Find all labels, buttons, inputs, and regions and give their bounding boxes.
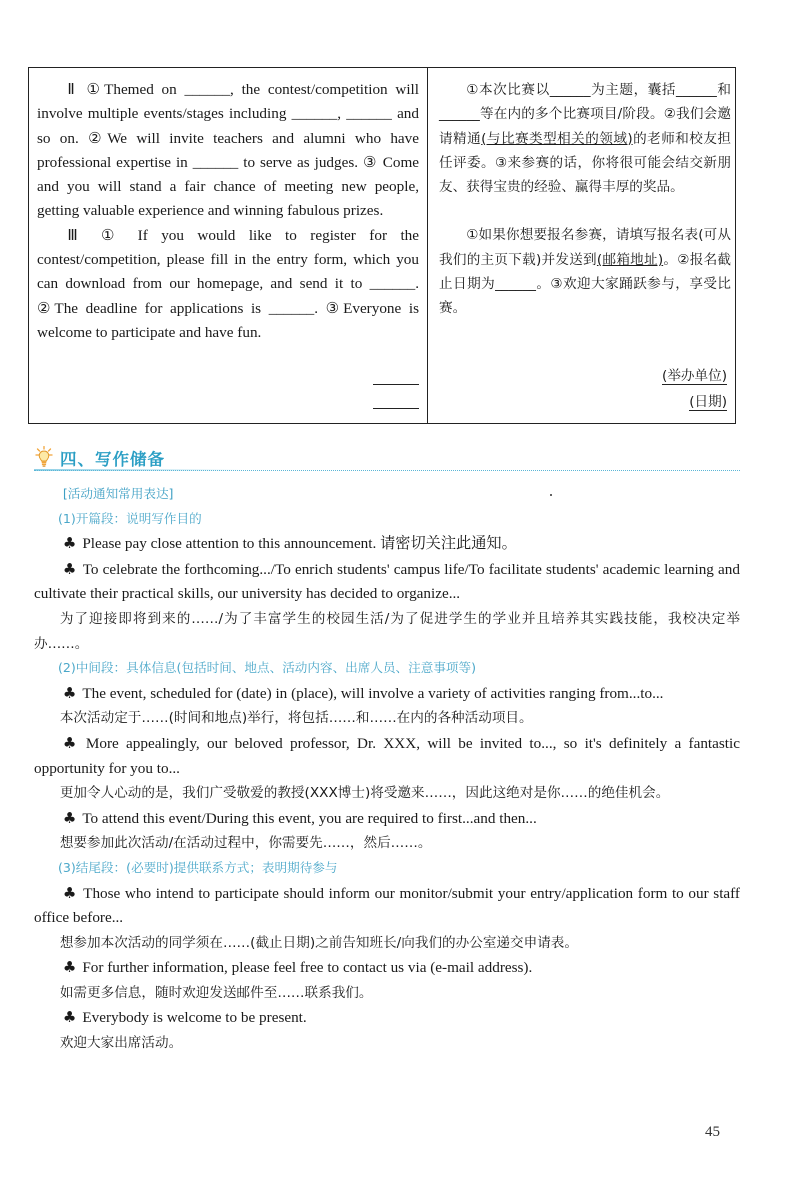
club-bullet-icon: ♣ [62, 733, 80, 752]
expression-6-en: Those who intend to participate should inform our monitor/submit your entry/application form to our staff office before... [34, 884, 740, 927]
expression-8 [34, 1005, 740, 1031]
expression-3-en: The event, scheduled for (date) in (place), will involve a variety of activities ranging from...to... [82, 684, 664, 702]
expression-3 [34, 681, 740, 707]
expression-7 [34, 955, 740, 981]
chinese-p2-text-b: 的老师和校友担任评委。③来参赛的话，你将很可能会结交新朋友、获得宝贵的经验、赢得丰厚的奖品。 [439, 130, 731, 196]
signature-line-date [373, 408, 419, 409]
section-header [34, 446, 740, 472]
club-bullet-icon: ♣ [62, 1008, 77, 1027]
page-number: 45 [705, 1124, 720, 1140]
chinese-p2-underlined: (与比赛类型相关的领域) [481, 130, 633, 147]
section-rule [34, 470, 740, 471]
subheading-middle: (2)中间段：具体信息(包括时间、地点、活动内容、出席人员、注意事项等) [57, 660, 477, 676]
chinese-p2-text-a: ①本次比赛以______为主题，囊括______和______等在内的多个比赛项目/阶段。②我们会邀请精通 [439, 82, 731, 147]
expression-1 [34, 531, 740, 557]
column-divider [427, 68, 428, 423]
chinese-p3-text-b: 。②报名截止日期为______。③欢迎大家踊跃参与，享受比赛。 [439, 251, 732, 317]
expression-5-zh: 想要参加此次活动/在活动过程中，你需要先……，然后……。 [59, 835, 432, 852]
category-text: [活动通知常用表达] [62, 486, 174, 501]
expression-4-en: More appealingly, our beloved professor, Dr. XXX, will be invited to..., so it's definitely a fantastic opportunity for you to... [34, 734, 740, 777]
category-label [34, 482, 740, 507]
expression-4 [34, 731, 740, 781]
club-bullet-icon: ♣ [62, 958, 77, 977]
expression-4-zh: 更加令人心动的是，我们广受敬爱的教授(XXX博士)将受邀来……，因此这绝对是你……的绝佳机会。 [59, 785, 670, 802]
expression-1-text: Please pay close attention to this announcement. 请密切关注此通知。 [82, 535, 517, 553]
expression-2 [34, 557, 740, 607]
expression-3-zh: 本次活动定于……(时间和地点)举行，将包括……和……在内的各种活动项目。 [59, 710, 533, 727]
club-bullet-icon: ♣ [62, 808, 77, 827]
english-column [37, 78, 419, 345]
expression-5 [34, 806, 740, 832]
subheading-closing: (3)结尾段：(必要时)提供联系方式；表明期待参与 [57, 859, 338, 875]
chinese-p3-text-a: ①如果你想要报名参赛，请填写报名表(可从我们的主页下载)并发送到 [439, 227, 731, 268]
expression-2-zh: 为了迎接即将到来的……/为了丰富学生的校园生活/为了促进学生的学业并且培养其实践技能，我校决定举办……。 [34, 610, 740, 652]
expression-7-en: For further information, please feel free to contact us via (e-mail address). [82, 959, 533, 977]
subheading-opening: (1)开篇段：说明写作目的 [57, 510, 202, 526]
english-paragraph-3: Ⅲ ① If you would like to register for the contest/competition, please fill in the entry form, which you can download from our homepage, and send it to ______. ②The deadline for applications is ______. ③Everyone is welcome to participate and have fun. [37, 226, 419, 341]
signature-line-organizer [373, 384, 419, 385]
expression-2-en: To celebrate the forthcoming.../To enrich students' campus life/To facilitate students' academic learning and cultivate their practical skills, our university has decided to organize... [34, 560, 740, 603]
date-label: (日期) [689, 394, 727, 410]
organizer-signature [527, 364, 727, 384]
club-bullet-icon: ♣ [62, 559, 77, 578]
club-bullet-icon: ♣ [62, 883, 78, 902]
expressions-list [34, 482, 740, 1056]
section-title: 四、写作储备 [60, 450, 165, 469]
club-bullet-icon: ♣ [62, 534, 77, 553]
template-box [28, 67, 736, 424]
club-bullet-icon: ♣ [62, 683, 77, 702]
chinese-column [439, 78, 731, 321]
expression-5-en: To attend this event/During this event, you are required to first...and then... [82, 809, 537, 827]
expression-8-zh: 欢迎大家出席活动。 [59, 1035, 183, 1052]
chinese-paragraph-2 [439, 78, 731, 199]
chinese-paragraph-3 [439, 223, 731, 320]
organizer-label: (举办单位) [662, 368, 727, 384]
expression-6 [34, 881, 740, 931]
date-signature [527, 390, 727, 410]
chinese-p3-underlined: (邮箱地址) [596, 251, 664, 268]
expression-7-zh: 如需更多信息，随时欢迎发送邮件至……联系我们。 [59, 984, 373, 1001]
english-paragraph-2: Ⅱ ①Themed on ______, the contest/competition will involve multiple events/stages including ______, ______ and so on. ②We will invite teachers and alumni who have professional expertise in ______ to serve as judges. ③ Come and you will stand a fair chance of meeting new people, getting valuable experience and winning fabulous prizes. [37, 81, 419, 220]
expression-6-zh: 想参加本次活动的同学须在……(截止日期)之前告知班长/向我们的办公室递交申请表。 [59, 934, 578, 951]
expression-8-en: Everybody is welcome to be present. [82, 1009, 307, 1027]
